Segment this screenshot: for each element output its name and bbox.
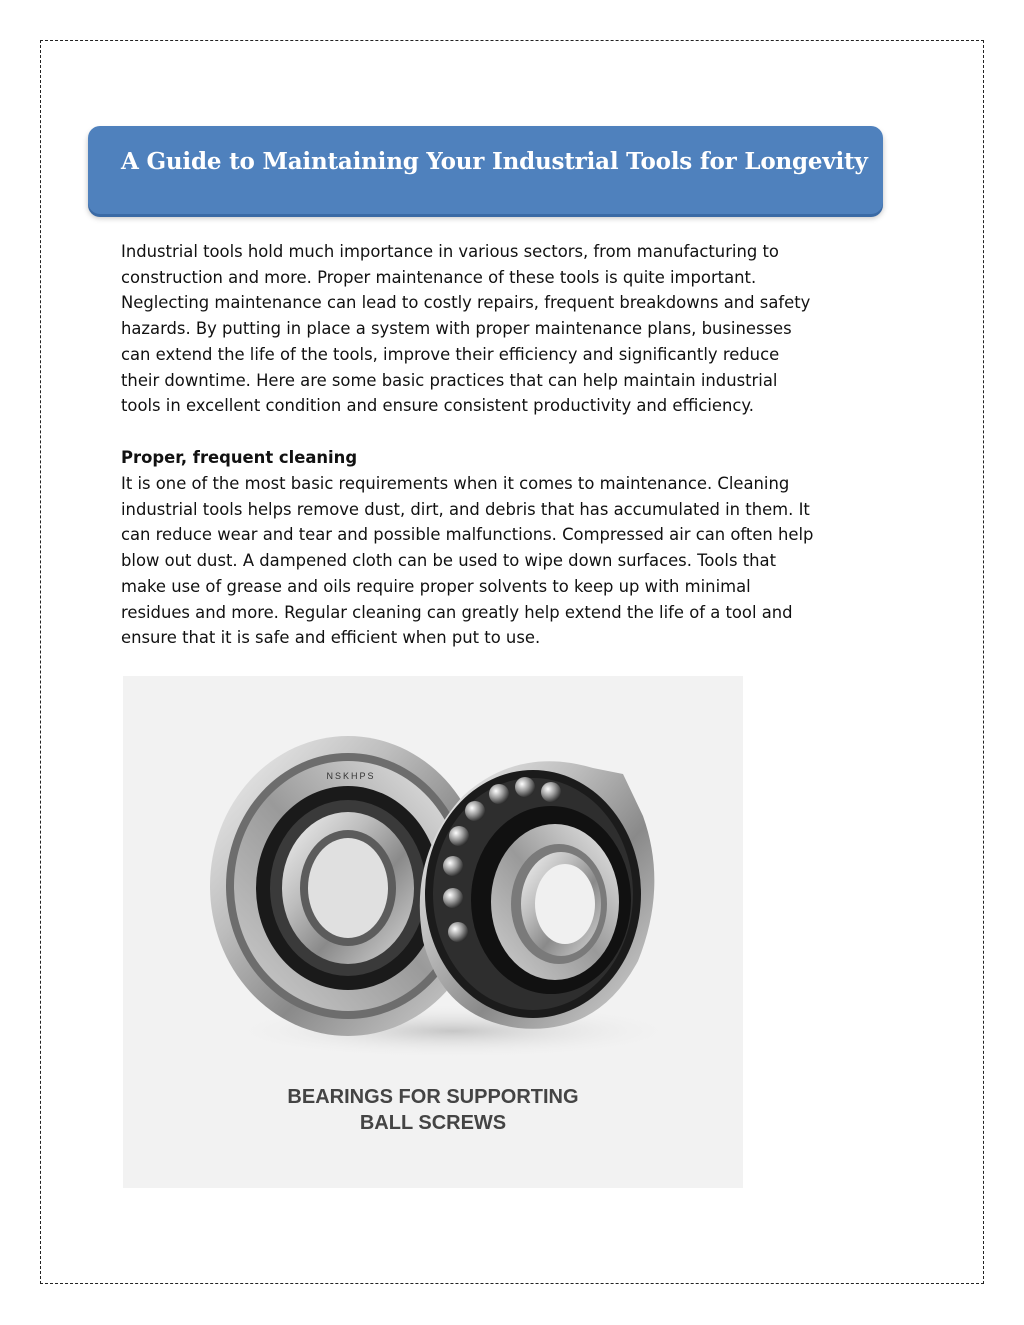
section-heading: Proper, frequent cleaning [121,448,358,467]
bearing-marking: NSKHPS [326,771,376,781]
ball [489,784,509,804]
bearings-illustration [123,676,743,1076]
figure-caption [123,1084,743,1136]
section-line: residues and more. Regular cleaning can greatly help extend the life of a tool and [121,602,793,622]
caption-line: BALL SCREWS [359,1112,507,1134]
title-banner [88,126,883,214]
ball [448,922,468,942]
intro-paragraph [121,239,911,419]
intro-line: Industrial tools hold much importance in various sectors, from manufacturing to [121,242,779,261]
intro-line: construction and more. Proper maintenance of these tools is quite important. [121,267,757,287]
section-line: It is one of the most basic requirements when it comes to maintenance. Cleaning [121,474,790,493]
ball [465,801,485,821]
section-line: blow out dust. A dampened cloth can be used to wipe down surfaces. Tools that [121,551,777,571]
ball [443,888,463,908]
section-line: ensure that it is safe and efficient when put to use. [121,628,541,648]
ball [443,856,463,876]
intro-line: Neglecting maintenance can lead to costly repairs, frequent breakdowns and safety [121,293,811,313]
section-line: industrial tools helps remove dust, dirt, and debris that has accumulated in them. It [121,499,810,519]
ball [449,826,469,846]
section-line: can reduce wear and tear and possible malfunctions. Compressed air can often help [121,525,814,545]
intro-line: their downtime. Here are some basic practices that can help maintain industrial [121,370,778,390]
ball [541,782,561,802]
section-line: make use of grease and oils require proper solvents to keep up with minimal [121,576,751,596]
document-title: A Guide to Maintaining Your Industrial Tools for Longevity [121,148,868,175]
intro-line: tools in excellent condition and ensure consistent productivity and efficiency. [121,396,754,416]
intro-line: can extend the life of the tools, improve their efficiency and significantly reduce [121,344,780,364]
caption-line: BEARINGS FOR SUPPORTING [287,1086,579,1108]
section-paragraph [121,471,911,651]
ball [515,777,535,797]
intro-line: hazards. By putting in place a system with proper maintenance plans, businesses [121,319,792,339]
bearing-figure [123,676,743,1188]
